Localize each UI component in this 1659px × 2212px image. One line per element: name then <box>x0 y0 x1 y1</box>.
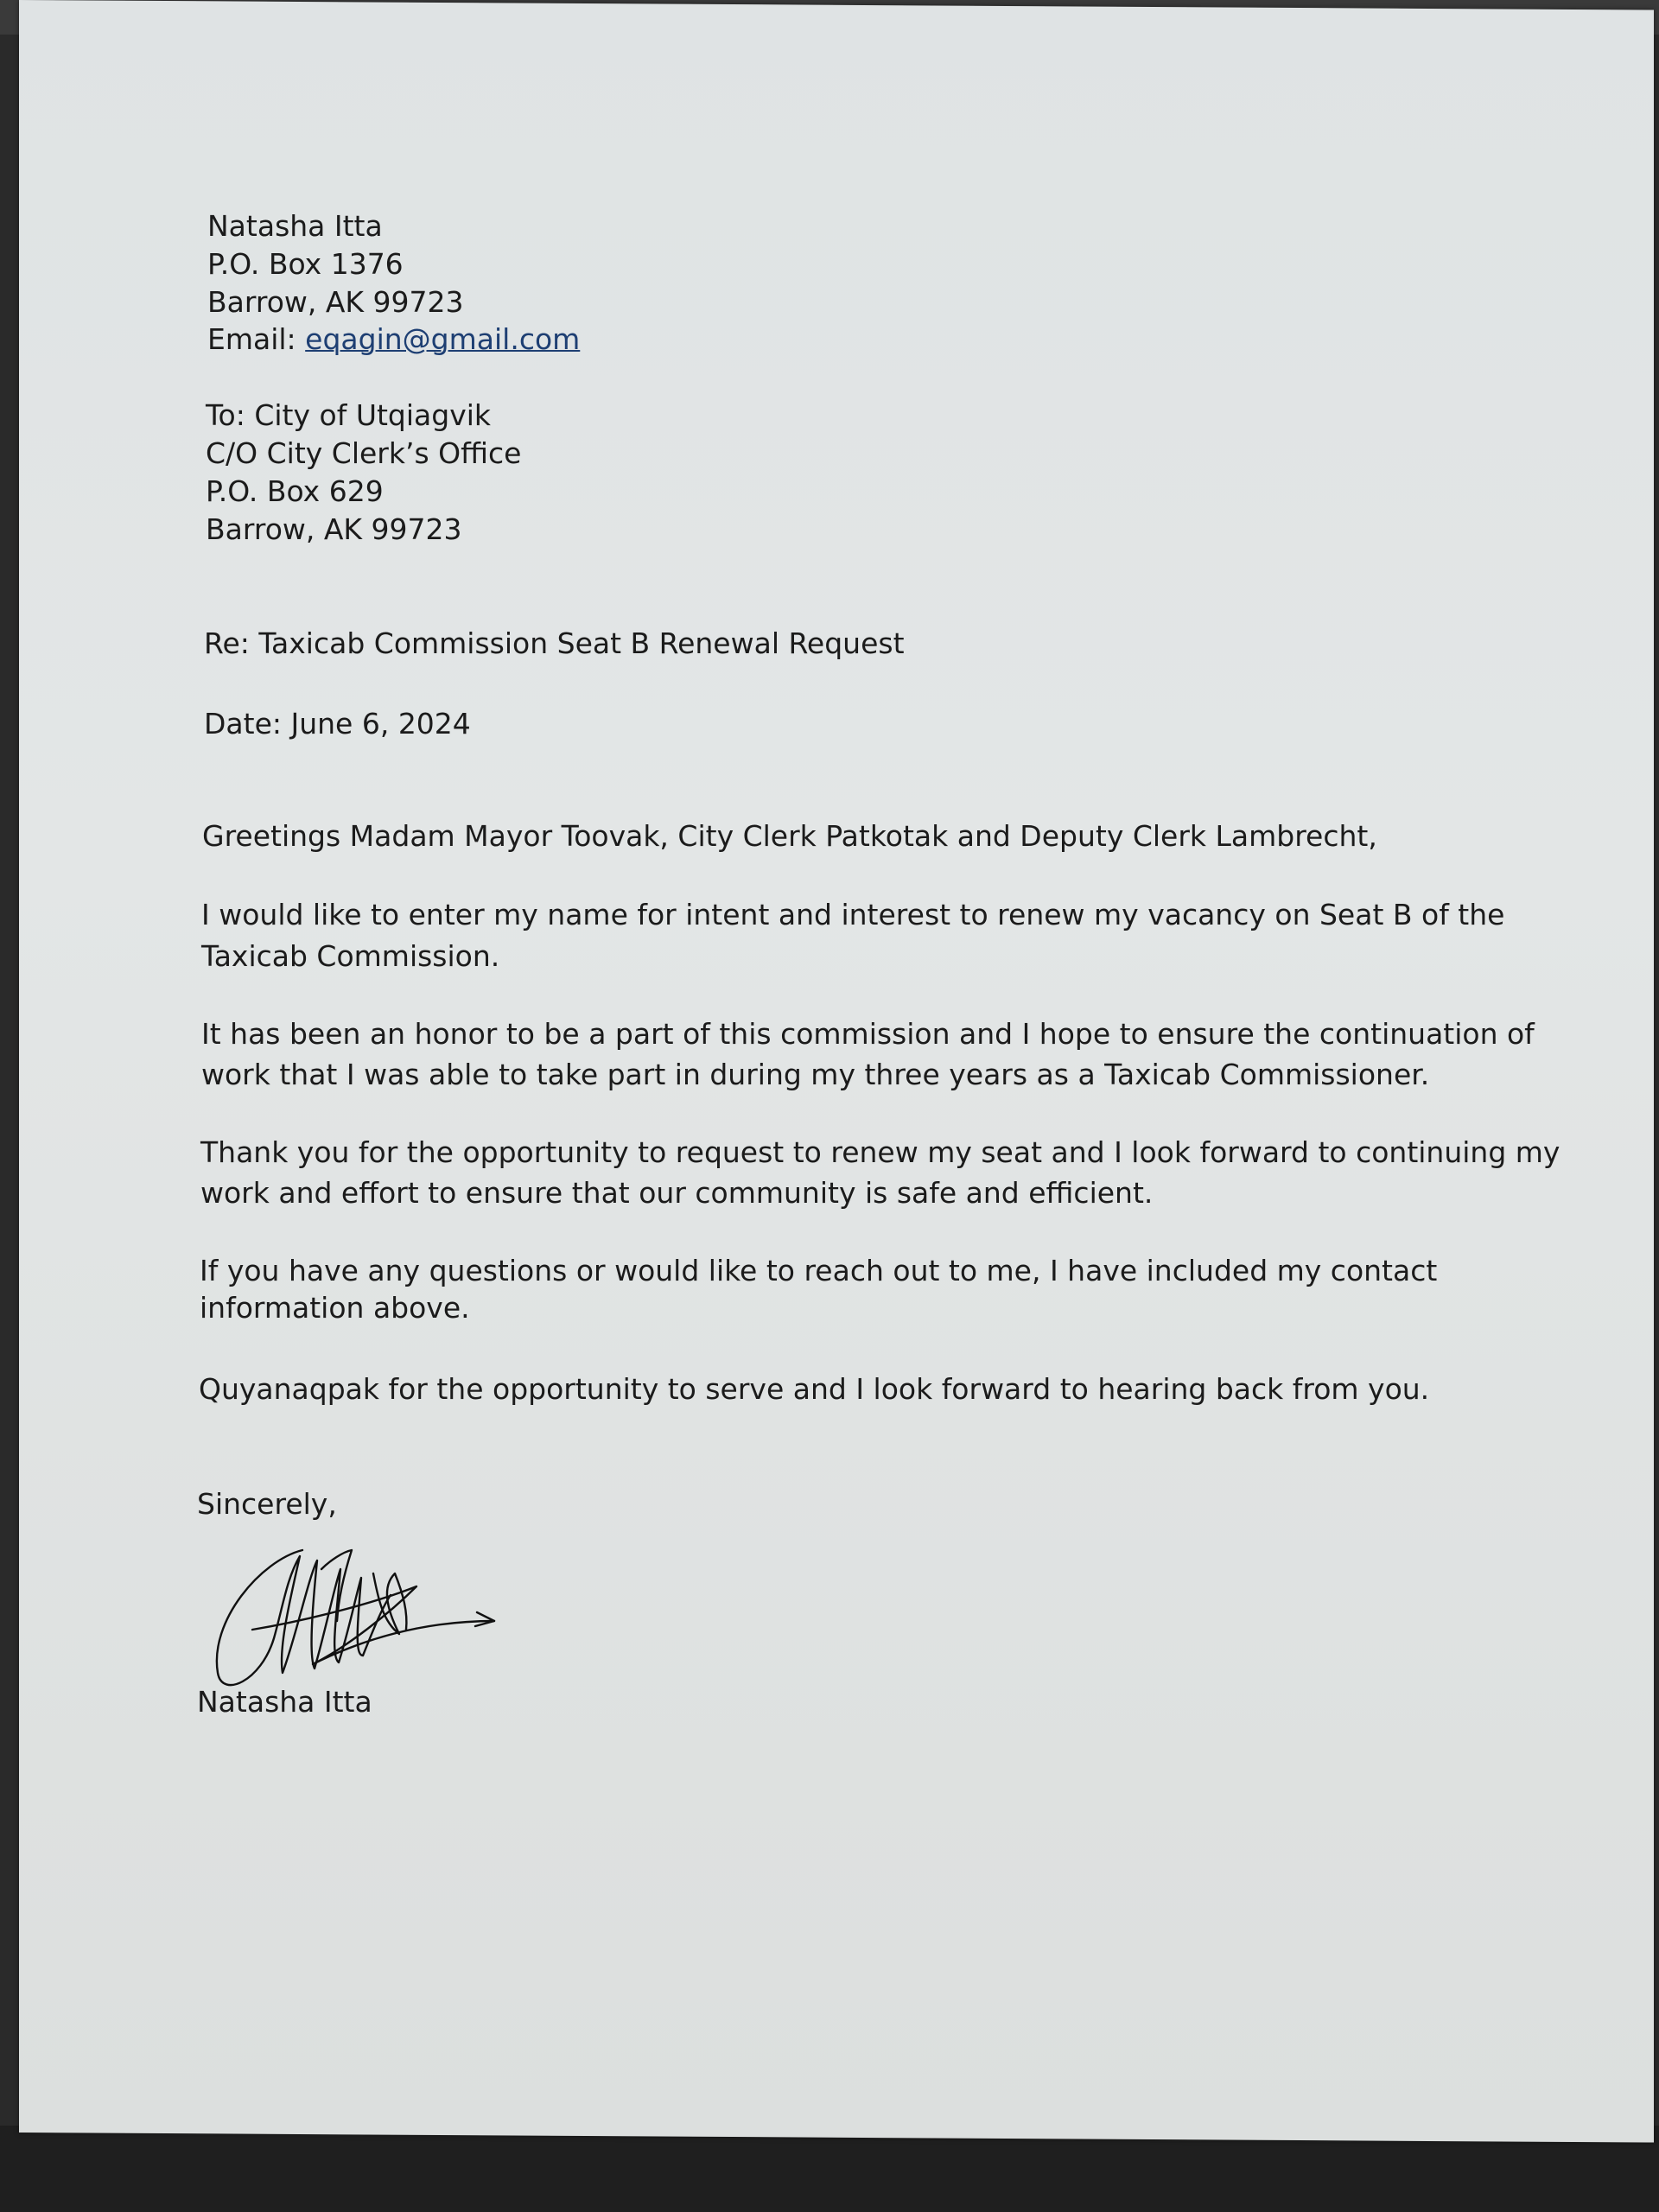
email-label: Email: <box>207 322 306 356</box>
signature-name: Natasha Itta <box>197 1685 372 1719</box>
sender-name: Natasha Itta <box>207 209 383 243</box>
handwritten-signature <box>200 1526 512 1699</box>
email-link[interactable]: eqagin@gmail.com <box>305 322 581 356</box>
paragraph-1-line1: I would like to enter my name for intent and interest to renew my vacancy on Seat B of the <box>201 898 1505 931</box>
paragraph-5-line1: Quyanaqpak for the opportunity to serve and I look forward to hearing back from you. <box>199 1372 1430 1406</box>
sender-address-line2: Barrow, AK 99723 <box>207 285 464 319</box>
closing: Sincerely, <box>197 1487 337 1521</box>
paragraph-4-line1: If you have any questions or would like to reach out to me, I have included my contact <box>200 1254 1438 1287</box>
sender-email-line <box>207 322 580 356</box>
paragraph-3-line2: work and effort to ensure that our community is safe and efficient. <box>200 1176 1154 1210</box>
paragraph-1-line2: Taxicab Commission. <box>201 939 500 973</box>
recipient-line4: Barrow, AK 99723 <box>206 512 462 546</box>
recipient-line3: P.O. Box 629 <box>206 474 384 508</box>
sender-address-line1: P.O. Box 1376 <box>207 247 404 281</box>
paragraph-2-line2: work that I was able to take part in during my three years as a Taxicab Commissioner. <box>201 1058 1430 1091</box>
recipient-line1: To: City of Utqiagvik <box>206 398 491 432</box>
greeting: Greetings Madam Mayor Toovak, City Clerk Patkotak and Deputy Clerk Lambrecht, <box>202 819 1377 853</box>
paragraph-4-line2: information above. <box>200 1291 470 1325</box>
paragraph-2-line1: It has been an honor to be a part of this commission and I hope to ensure the continuation of <box>201 1017 1535 1051</box>
date-line: Date: June 6, 2024 <box>204 707 471 741</box>
paragraph-3-line1: Thank you for the opportunity to request to renew my seat and I look forward to continuing my <box>200 1135 1560 1169</box>
recipient-line2: C/O City Clerk’s Office <box>206 436 522 470</box>
subject-line: Re: Taxicab Commission Seat B Renewal Request <box>204 626 905 660</box>
